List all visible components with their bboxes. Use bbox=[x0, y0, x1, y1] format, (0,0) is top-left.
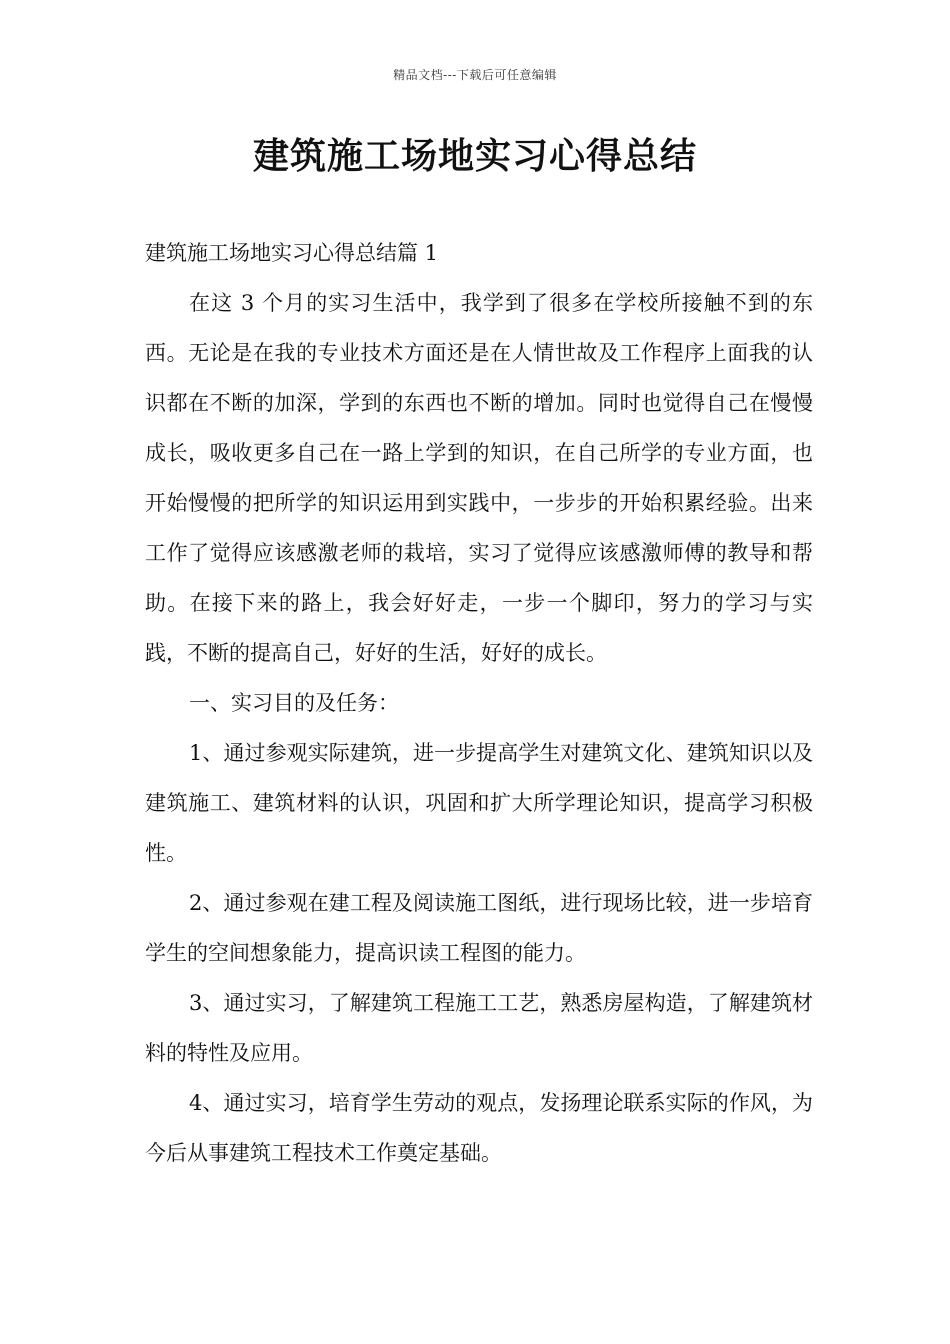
paragraph-goal-2: 2、通过参观在建工程及阅读施工图纸，进行现场比较，进一步培育学生的空间想象能力，提高识读工程图的能力。 bbox=[145, 891, 813, 965]
section-subheading: 建筑施工场地实习心得总结篇 1 bbox=[145, 241, 439, 265]
paragraph-goal-4: 4、通过实习，培育学生劳动的观点，发扬理论联系实际的作风，为今后从事建筑工程技术工作奠定基础。 bbox=[145, 1091, 813, 1165]
paragraph-goal-1: 1、通过参观实际建筑，进一步提高学生对建筑文化、建筑知识以及建筑施工、建筑材料的认识，巩固和扩大所学理论知识，提高学习积极性。 bbox=[145, 741, 813, 865]
paragraph-goal-3: 3、通过实习，了解建筑工程施工工艺，熟悉房屋构造，了解建筑材料的特性及应用。 bbox=[145, 991, 813, 1065]
paragraph-intro: 在这 3 个月的实习生活中，我学到了很多在学校所接触不到的东西。无论是在我的专业技术方面还是在人情世故及工作程序上面我的认识都在不断的加深，学到的东西也不断的增加。同时也觉得自己在慢慢成长，吸收更多自己在一路上学到的知识，在自己所学的专业方面，也开始慢慢的把所学的知识运用到实践中，一步步的开始积累经验。出来工作了觉得应该感激老师的栽培，实习了觉得应该感激师傅的教导和帮助。在接下来的路上，我会好好走，一步一个脚印，努力的学习与实践，不断的提高自己，好好的生活，好好的成长。 bbox=[145, 291, 813, 665]
document-title: 建筑施工场地实习心得总结 bbox=[252, 136, 697, 177]
paragraph-heading-goals: 一、实习目的及任务： bbox=[189, 691, 399, 715]
document-body bbox=[145, 228, 813, 1178]
header-note: 精品文档---下载后可任意编辑 bbox=[393, 68, 557, 82]
